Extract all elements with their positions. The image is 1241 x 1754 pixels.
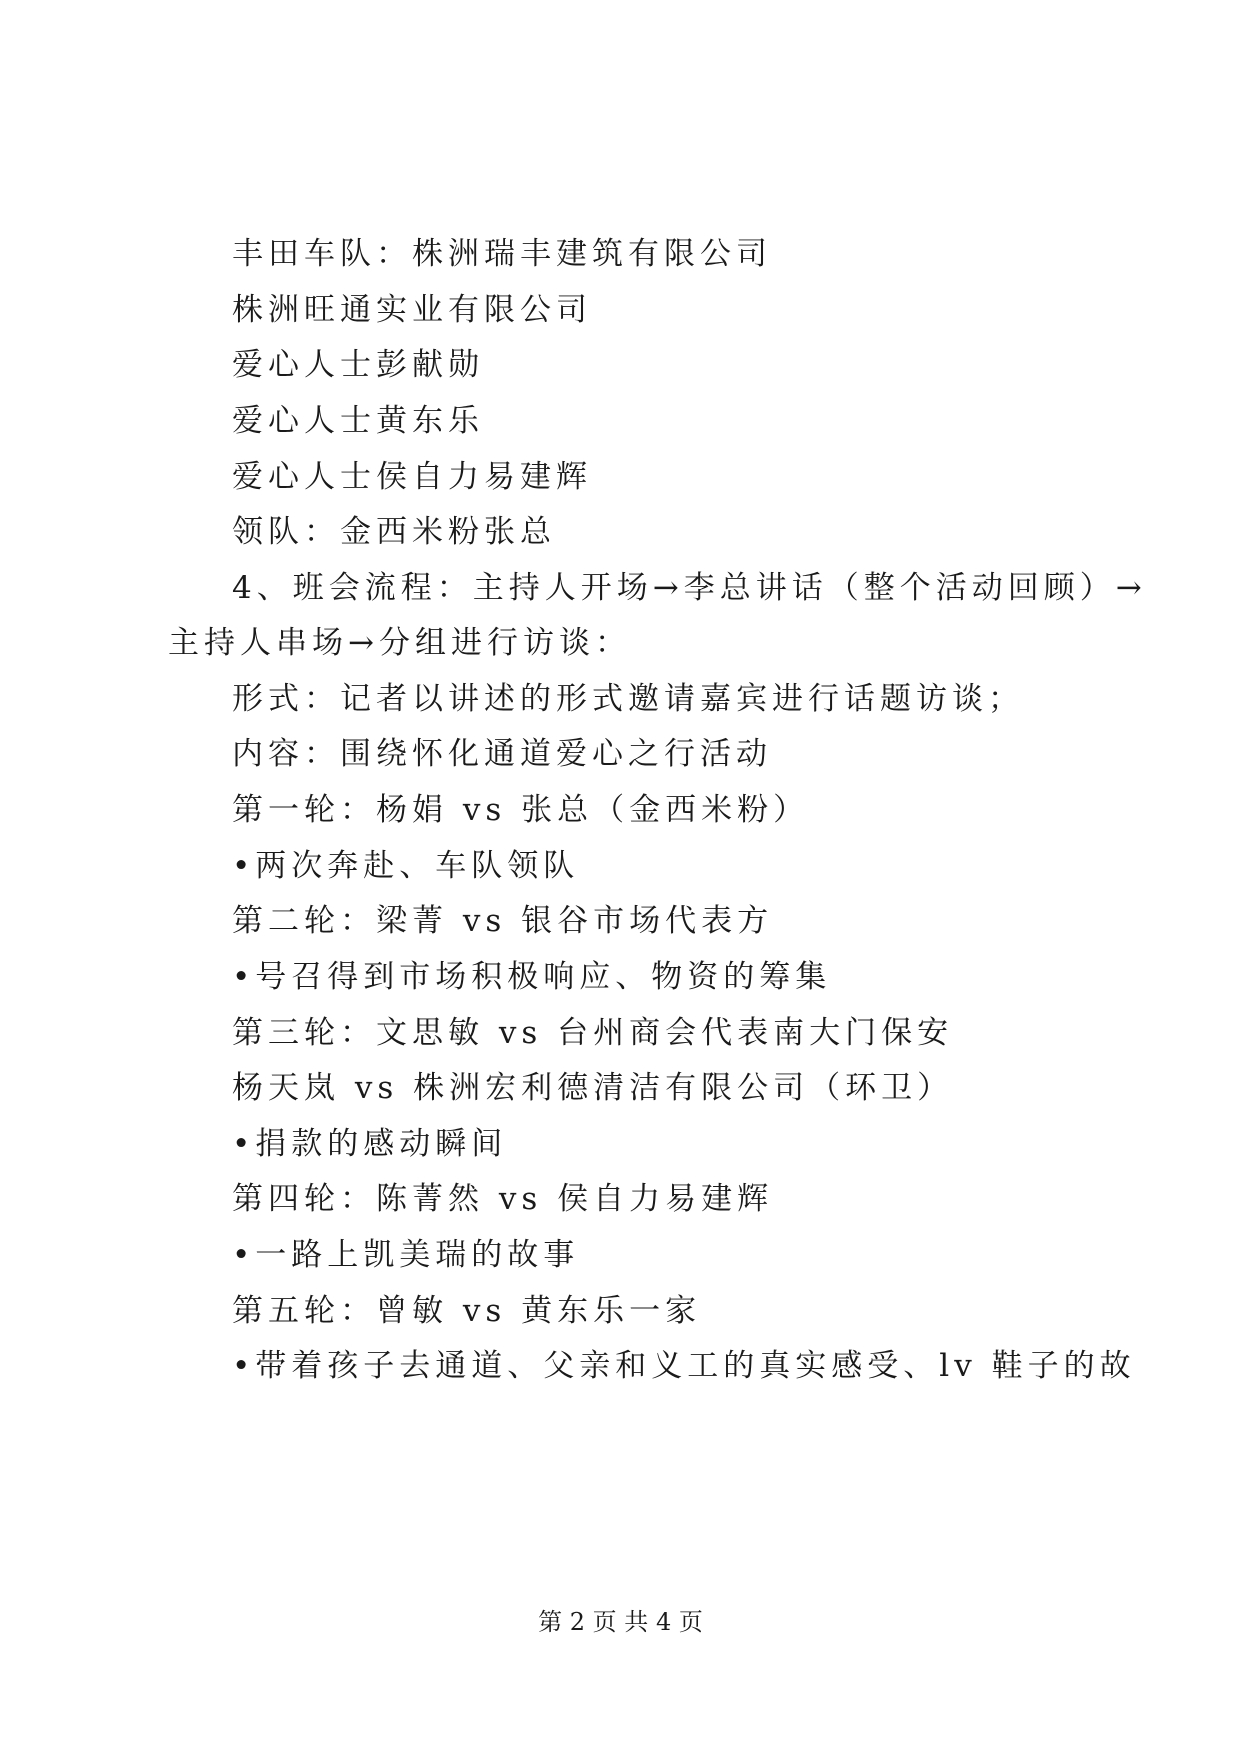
text-line: •捐款的感动瞬间 xyxy=(232,1126,508,1162)
text-line: 株洲旺通实业有限公司 xyxy=(232,292,592,328)
text-line: 第二轮：梁菁 vs 银谷市场代表方 xyxy=(232,903,774,939)
text-line: •带着孩子去通道、父亲和义工的真实感受、lv 鞋子的故 xyxy=(232,1348,1136,1384)
text-line: •两次奔赴、车队领队 xyxy=(232,848,580,884)
text-line: 第三轮：文思敏 vs 台州商会代表南大门保安 xyxy=(232,1015,954,1051)
text-line: 形式：记者以讲述的形式邀请嘉宾进行话题访谈； xyxy=(232,681,1024,717)
text-line: 领队：金西米粉张总 xyxy=(232,514,556,550)
text-line: 丰田车队：株洲瑞丰建筑有限公司 xyxy=(232,236,772,272)
text-line: •号召得到市场积极响应、物资的筹集 xyxy=(232,959,832,995)
text-line: 爱心人士侯自力易建辉 xyxy=(232,459,592,495)
text-line: 爱心人士黄东乐 xyxy=(232,403,484,439)
text-line: 杨天岚 vs 株洲宏利德清洁有限公司（环卫） xyxy=(232,1070,954,1106)
text-line: 第一轮：杨娟 vs 张总（金西米粉） xyxy=(232,792,810,828)
text-line: 第四轮：陈菁然 vs 侯自力易建辉 xyxy=(232,1181,774,1217)
text-line: 第五轮：曾敏 vs 黄东乐一家 xyxy=(232,1293,702,1329)
text-line: 内容：围绕怀化通道爱心之行活动 xyxy=(232,736,772,772)
text-line: 主持人串场→分组进行访谈： xyxy=(168,625,631,661)
text-line: 4、班会流程：主持人开场→李总讲话（整个活动回顾）→ xyxy=(232,570,1147,606)
text-line: 爱心人士彭献勋 xyxy=(232,347,484,383)
page-footer: 第 2 页 共 4 页 xyxy=(538,1608,703,1636)
text-line: •一路上凯美瑞的故事 xyxy=(232,1237,580,1273)
